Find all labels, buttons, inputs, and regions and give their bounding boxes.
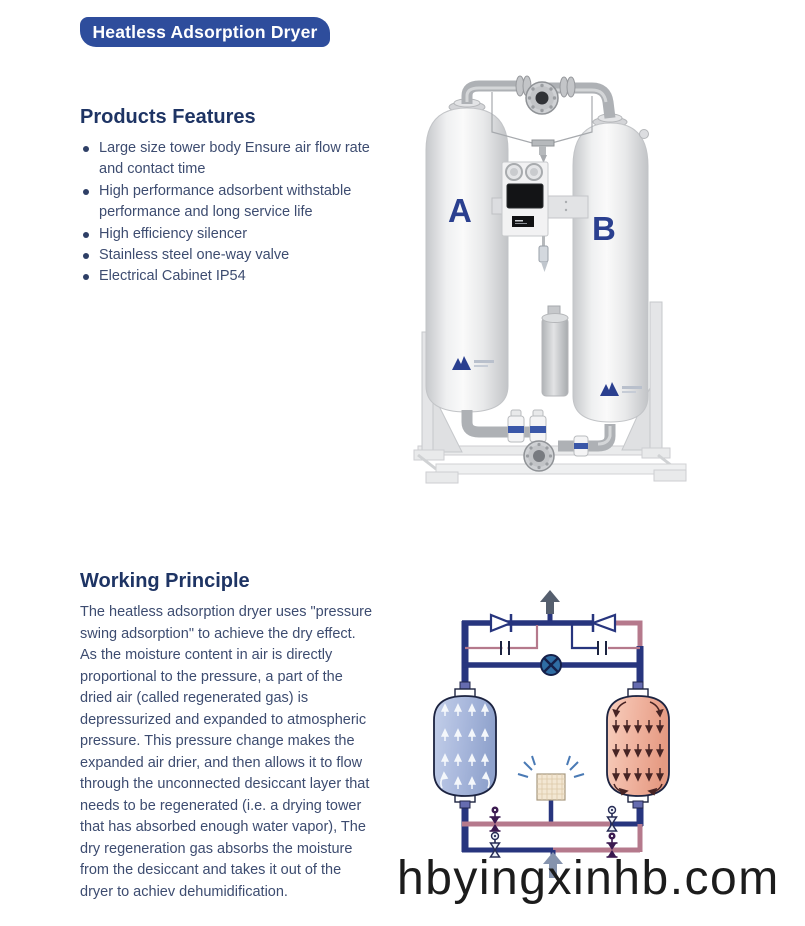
valve-block (574, 436, 588, 456)
working-principle-section (80, 570, 380, 903)
tower-a (426, 99, 508, 412)
outlet-flange (526, 82, 558, 114)
valve-block (530, 410, 546, 442)
purge-valve-upper-right-open (608, 807, 617, 832)
watermark: hbyingxinhb.com (397, 852, 780, 905)
regenerating-tower (607, 696, 669, 796)
valve-block (508, 410, 524, 442)
feature-item: Large size tower body Ensure air flow rate and contact time (80, 138, 382, 181)
feature-item: Electrical Cabinet IP54 (80, 266, 382, 287)
badge-label: Heatless Adsorption Dryer (92, 21, 318, 42)
check-valve-left-icon (491, 614, 511, 632)
tower-b-label: B (592, 210, 616, 247)
purge-orifice-right-icon (598, 641, 606, 655)
check-valve-right-icon (593, 614, 615, 632)
section-badge (80, 17, 330, 47)
working-principle-diagram (420, 588, 750, 880)
tower-b (573, 114, 649, 422)
inlet-flange (524, 441, 554, 471)
features-section (80, 106, 382, 288)
display-screen (507, 184, 543, 208)
feature-item: Stainless steel one-way valve (80, 245, 382, 266)
drain-glass (539, 246, 548, 262)
features-list (80, 138, 382, 288)
drying-tower (434, 696, 496, 796)
outlet-arrow-icon (540, 590, 560, 614)
muffler-icon (518, 756, 584, 800)
silencer (542, 306, 568, 396)
product-photo-illustration (396, 70, 694, 484)
working-principle-body: The heatless adsorption dryer uses "pressure swing adsorption" to achieve the dry effect. As the moisture content in air is directly proportional to the pressure, a part of the dried air (called regenerated gas) is depressurized and expanded to atmospheric pressure. This pressure change makes the expanded air drier, and then allows it to flow through the unconnected desiccant layer that needs to be regenerated (i.e. a drying tower that has absorbed enough water vapor), The dry regeneration gas absorbs the moisture from the desiccant and takes it out of the dryer to achiev dehumidification. (80, 604, 373, 900)
purge-valve-upper-left-closed (490, 807, 501, 832)
feature-item: High efficiency silencer (80, 224, 382, 245)
shuttle-valve-icon (541, 655, 561, 675)
tee-fitting (532, 140, 554, 163)
tower-a-label: A (448, 192, 472, 229)
feature-item: High performance adsorbent withstable performance and long service life (80, 181, 382, 224)
side-nozzle (640, 130, 649, 139)
working-principle-title: Working Principle (80, 570, 250, 592)
features-title: Products Features (80, 106, 256, 128)
